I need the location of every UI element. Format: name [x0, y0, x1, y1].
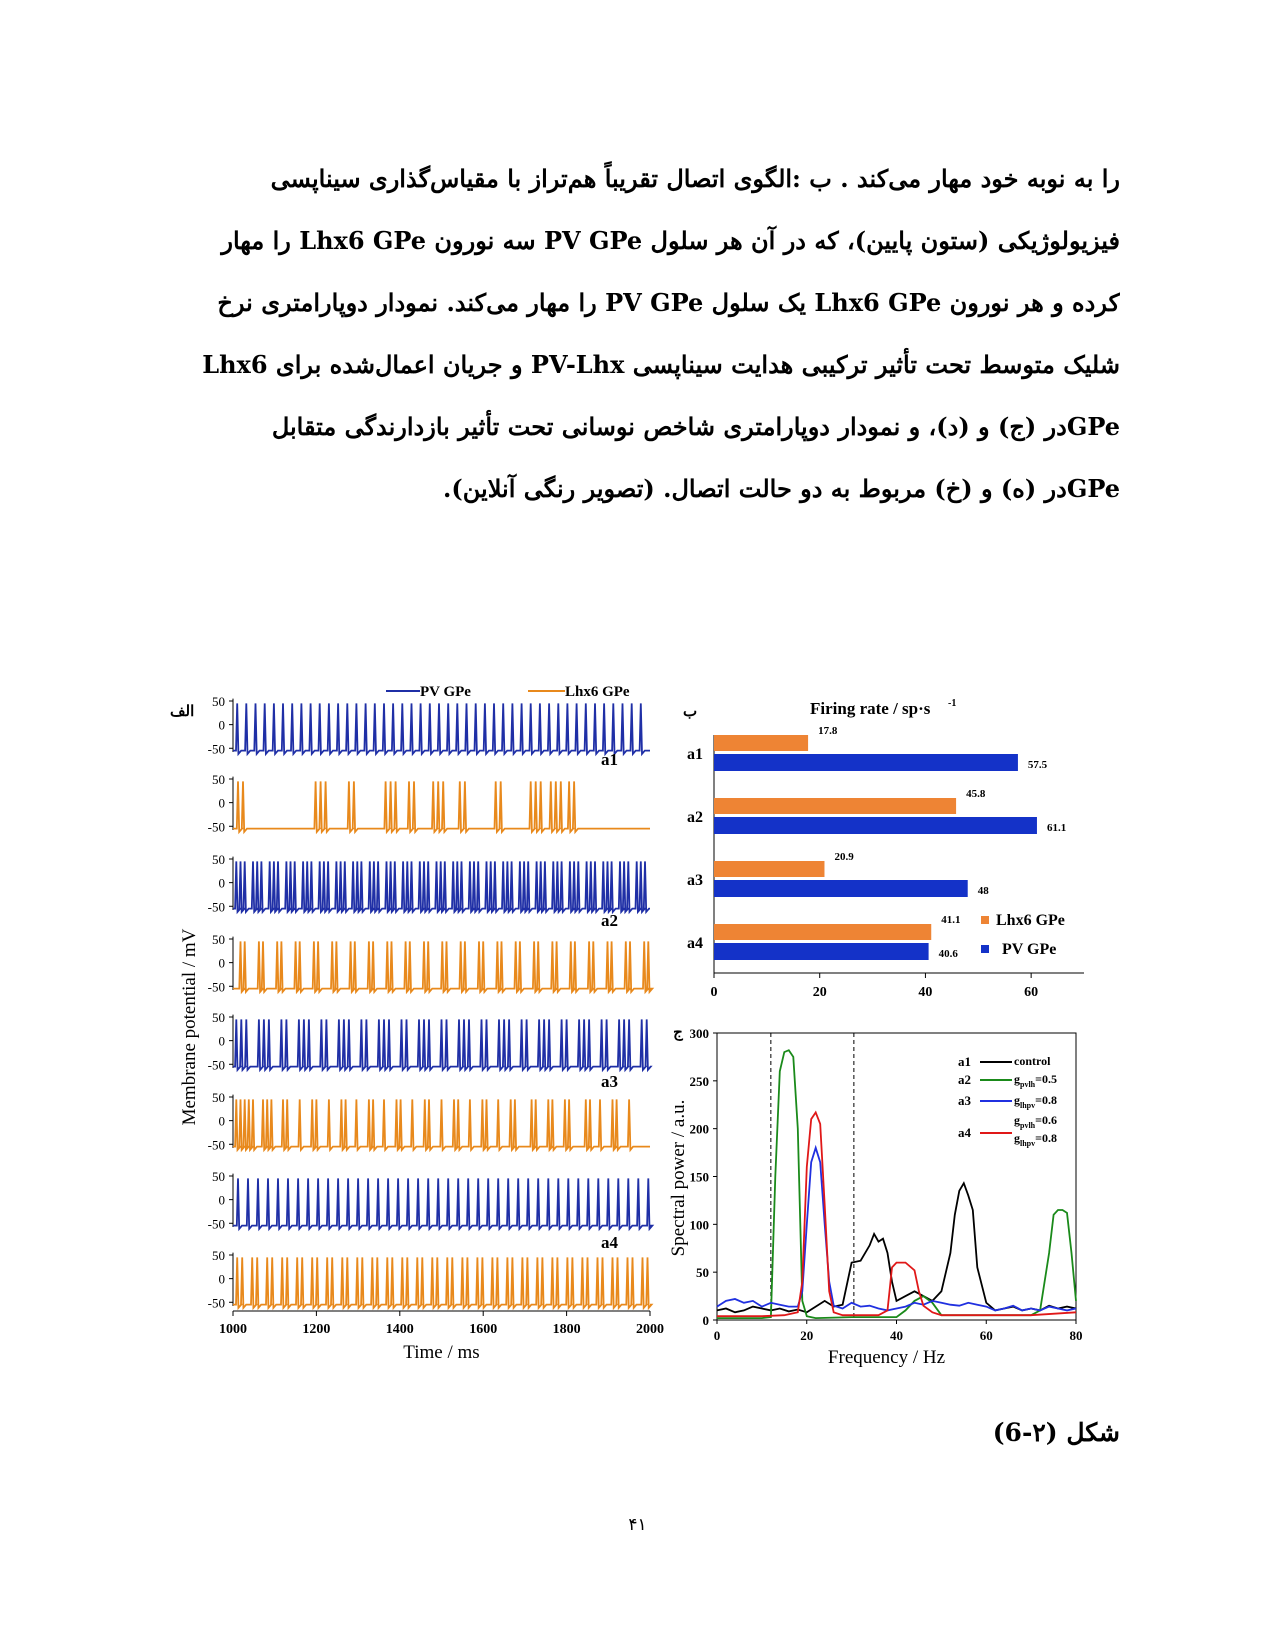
x-tick-label: 1200 [302, 1322, 331, 1337]
chart-title: Firing rate / sp·s [810, 699, 931, 718]
y-tick-label: 0 [702, 1313, 709, 1328]
data-label: 48 [977, 885, 989, 897]
y-tick-label: -50 [207, 741, 225, 757]
panel-letter: ب [682, 704, 698, 720]
y-tick-label: 0 [218, 1113, 225, 1129]
y-tick-label: 200 [689, 1121, 709, 1137]
panel-letter: الف [170, 704, 195, 720]
y-tick-label: 50 [696, 1265, 709, 1281]
bar-pv [714, 880, 968, 897]
y-tick-label: 150 [689, 1169, 709, 1185]
category-label: a4 [687, 935, 703, 952]
voltage-trace [233, 1178, 652, 1229]
page-number: ۴۱ [628, 1515, 647, 1535]
y-tick-label: -50 [207, 819, 225, 835]
voltage-trace [233, 1019, 651, 1070]
x-tick-label: 1800 [552, 1322, 581, 1337]
legend-label: Lhx6 GPe [996, 912, 1065, 929]
y-tick-label: 0 [218, 1192, 225, 1208]
chart-title-superscript: -1 [948, 698, 957, 709]
y-tick-label: 250 [689, 1073, 709, 1089]
x-tick-label: 40 [890, 1328, 903, 1343]
x-tick-label: 0 [713, 1328, 721, 1343]
x-tick-label: 40 [918, 985, 933, 1000]
legend-label: PV GPe [1002, 941, 1057, 958]
y-tick-label: -50 [207, 899, 225, 915]
x-axis-label: Time / ms [403, 1342, 480, 1363]
legend-key: a4 [958, 1125, 971, 1140]
x-tick-label: 60 [979, 1328, 993, 1343]
legend-label: $g_{pvlh}=0.5$ [1014, 1072, 1057, 1089]
voltage-trace [233, 703, 650, 754]
voltage-trace [233, 1099, 650, 1150]
legend-key: a1 [958, 1054, 971, 1069]
y-axis-label: Spectral power / a.u. [668, 1099, 689, 1257]
category-label: a1 [687, 746, 703, 763]
y-tick-label: 300 [689, 1026, 709, 1041]
y-tick-label: 0 [218, 717, 225, 733]
legend-label: $g_{lhpv}=0.8$ [1014, 1131, 1057, 1148]
legend-key: a3 [958, 1093, 971, 1108]
x-axis-label: Frequency / Hz [827, 1347, 946, 1368]
bar-lhx6 [714, 861, 824, 877]
paragraph-line: را به نوبه خود مهار می‌کند . ب :الگوی اتصال تقریباً هم‌تراز با مقیاس‌گذاری سیناپسی [270, 164, 1120, 193]
data-label: 40.6 [938, 948, 958, 960]
y-tick-label: -50 [207, 1057, 225, 1073]
x-tick-label: 20 [800, 1328, 814, 1343]
y-tick-label: 50 [212, 694, 225, 709]
figure-caption: شکل (۲-6) [992, 1418, 1120, 1447]
data-label: 57.5 [1027, 759, 1048, 771]
legend-label: $g_{pvlh}=0.6$ [1014, 1113, 1057, 1130]
bar-lhx6 [714, 798, 956, 814]
paragraph-line: GPeدر (ج) و (د)، و نمودار دوپارامتری شاخص نوسانی تحت تأثیر بازدارندگی متقابل [271, 412, 1120, 441]
voltage-trace [233, 1257, 652, 1308]
x-tick-label: 1400 [385, 1322, 414, 1337]
paragraph-line: GPeدر (ه) و (خ) مربوط به دو حالت اتصال. (تصویر رنگی آنلاین). [443, 474, 1120, 503]
paragraph-line: شلیک متوسط تحت تأثیر ترکیبی هدایت سیناپسی PV-Lhx و جریان اعمال‌شده برای Lhx6 [202, 350, 1120, 379]
y-tick-label: 50 [212, 932, 225, 947]
y-tick-label: -50 [207, 1216, 225, 1232]
legend-swatch [981, 945, 989, 953]
paragraph-line: فیزیولوژیکی (ستون پایین)، که در آن هر سلول PV GPe سه نورون Lhx6 GPe را مهار [221, 226, 1120, 255]
data-label: 41.1 [941, 914, 961, 926]
legend-label: PV GPe [420, 684, 471, 700]
trace-group-label: a4 [601, 1233, 618, 1252]
x-tick-label: 60 [1024, 985, 1039, 1000]
category-label: a2 [687, 809, 703, 826]
y-tick-label: 50 [212, 772, 225, 787]
y-tick-label: 50 [212, 1090, 225, 1105]
bar-pv [714, 754, 1018, 771]
y-tick-label: 0 [218, 955, 225, 971]
bar-pv [714, 817, 1037, 834]
voltage-trace [233, 861, 650, 912]
y-axis-label: Membrane potential / mV [179, 928, 200, 1126]
y-tick-label: 0 [218, 1271, 225, 1287]
trace-group-label: a1 [601, 750, 618, 769]
data-label: 61.1 [1046, 822, 1067, 834]
y-tick-label: -50 [207, 1137, 225, 1153]
y-tick-label: 100 [689, 1217, 709, 1233]
x-tick-label: 2000 [636, 1322, 664, 1337]
legend-key: a2 [958, 1072, 971, 1087]
bar-lhx6 [714, 924, 931, 940]
trace-group-label: a3 [601, 1072, 618, 1091]
y-tick-label: 50 [212, 1169, 225, 1184]
legend-swatch [981, 916, 989, 924]
x-tick-label: 80 [1069, 1328, 1083, 1343]
voltage-trace [233, 781, 650, 832]
y-tick-label: 50 [212, 1248, 225, 1263]
bar-lhx6 [714, 735, 808, 751]
y-tick-label: 50 [212, 1010, 225, 1025]
y-tick-label: 0 [218, 795, 225, 811]
x-tick-label: 20 [812, 985, 827, 1000]
y-tick-label: 0 [218, 1033, 225, 1049]
y-tick-label: -50 [207, 979, 225, 995]
panel-letter: ج [673, 1025, 683, 1041]
y-tick-label: 0 [218, 875, 225, 891]
paragraph-line: کرده و هر نورون Lhx6 GPe یک سلول PV GPe را مهار می‌کند. نمودار دوپارامتری نرخ [217, 288, 1120, 317]
trace-group-label: a2 [601, 911, 618, 930]
y-tick-label: 50 [212, 852, 225, 867]
category-label: a3 [687, 872, 703, 889]
voltage-trace [233, 941, 652, 992]
x-tick-label: 0 [710, 985, 718, 1000]
data-label: 45.8 [966, 788, 986, 800]
x-tick-label: 1000 [219, 1322, 247, 1337]
data-label: 20.9 [834, 851, 854, 863]
legend-label: $g_{lhpv}=0.8$ [1014, 1093, 1057, 1110]
data-label: 17.8 [818, 725, 838, 737]
legend-label: Lhx6 GPe [565, 684, 630, 700]
legend-label: control [1014, 1054, 1051, 1068]
bar-pv [714, 943, 929, 960]
y-tick-label: -50 [207, 1295, 225, 1311]
x-tick-label: 1600 [469, 1322, 498, 1337]
